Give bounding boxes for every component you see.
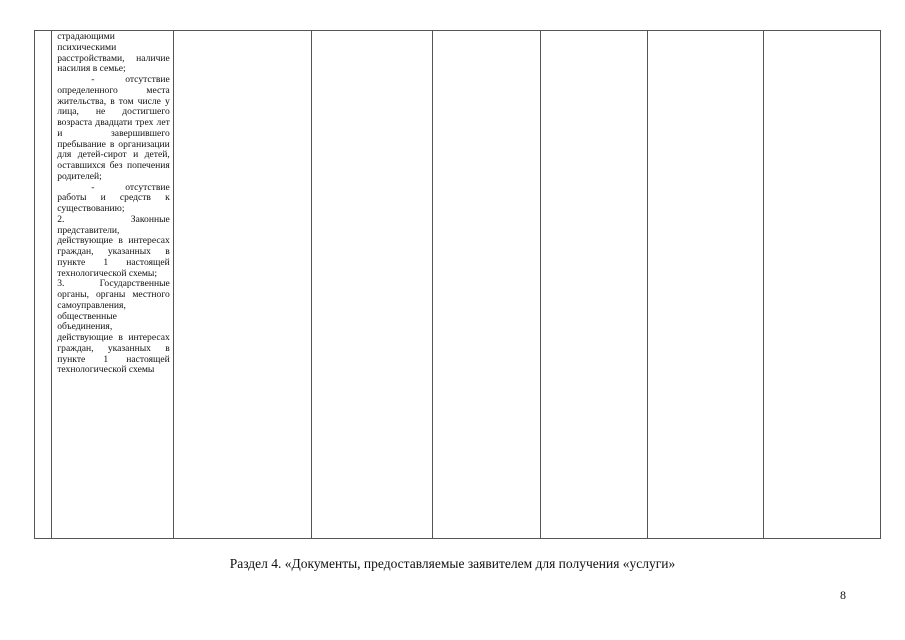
section-title: Раздел 4. «Документы, предоставляемые заявителем для получения «услуги»: [229, 556, 676, 571]
table-cell-empty: [540, 31, 647, 539]
table-cell-empty: [311, 31, 433, 539]
table-continuation: [34, 30, 881, 539]
table-cell-empty: [173, 31, 311, 539]
page-number: 8: [840, 588, 846, 602]
paragraph-legal-representatives: 2. Законные представители, действующие в интересах граждан, указанных в пункте 1 настоящей технологической схемы;: [57, 213, 170, 279]
table-cell-empty: [647, 31, 764, 539]
paragraph-continuation: страдающими психическими расстройствами, наличие насилия в семье;: [57, 31, 170, 75]
table-cell-empty: [433, 31, 540, 539]
paragraph-state-bodies: 3. Государственные органы, органы местного самоуправления, общественные объединения, действующие в интересах граждан, указанных в пункте 1 настоящей технологической схемы: [57, 278, 170, 376]
table-cell-applicant-categories: [52, 31, 174, 539]
table-cell-empty: [764, 31, 881, 539]
cell-text-block: [52, 31, 173, 538]
table-cell-number: [35, 31, 52, 539]
paragraph-no-work: - отсутствие работы и средств к существованию;: [57, 181, 170, 214]
table-row: [35, 31, 881, 539]
paragraph-no-residence: - отсутствие определенного места жительства, в том числе у лица, не достигшего возраста двадцати трех лет и завершившего пребывание в организации для детей-сирот и детей, оставшихся без попечения родителей;: [57, 74, 170, 182]
